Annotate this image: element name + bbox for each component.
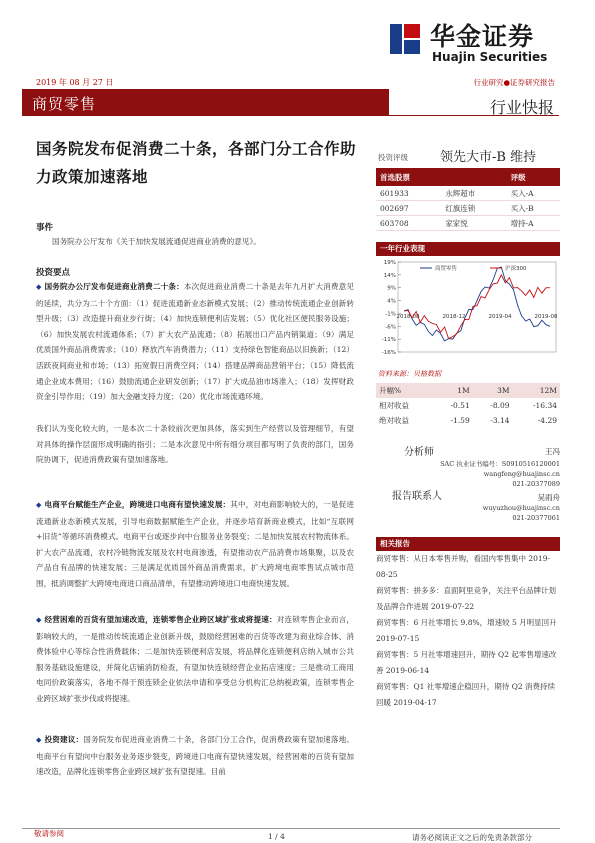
point-lead: 电商平台赋能生产企业，跨境进口电商有望快速发展：	[44, 500, 231, 509]
point-text: 国务院发布促进商业消费二十条，各部门分工合作，促消费政策有望加速落地。电商平台有望向中台服务业务逐步裂变，跨境进口电商有望快速发展，经营困难的百货有望加速改造，品牌化连锁零售企业跨区域扩张有望提速。目前	[36, 735, 354, 777]
point-text: 其中，对电商影响较大的，一是促进流通新业态新模式发展，引导电商数据赋能生产企业，并逐步培育新商业模式，比如“互联网+旧货”等循环消费模式。电商平台或逐步向中台服务业务裂变；二是加快发展农村物流体系。扩大农产品流通，农村冷链物流发展及农村电商渗透，有望推动农产品消费市场集聚，以及农产品自有品牌的快速发展；三是满足优质国外商品消费需求，扩大跨境电商零售试点城市范围，抵消调整扩大跨境电商进口商品清单，有望推动跨境进口电商快速发展。	[36, 500, 354, 588]
table-row	[376, 186, 560, 201]
legend-label: 沪深300	[505, 266, 527, 272]
y-tick-label: -6%	[385, 324, 396, 331]
company-logo-icon	[388, 22, 422, 56]
investment-point-5	[36, 732, 354, 780]
rating-label: 投资评级	[378, 153, 408, 162]
report-type: 行业快报	[490, 98, 555, 117]
logo-chinese-name: 华金证券	[430, 22, 535, 51]
chart-source: 资料来源：贝格数据	[378, 370, 441, 378]
bullet-icon: ◆	[36, 736, 42, 744]
table-header-cell: 1M	[433, 383, 473, 398]
stock-name: 红旗连锁	[441, 201, 506, 216]
stock-rating: 买入-B	[507, 201, 560, 216]
performance-chart-svg	[376, 260, 560, 365]
related-report-item[interactable]: 商贸零售：6 月社零增长 9.8%，增速较 5 月明显回升 2019-07-15	[376, 618, 557, 643]
stock-name: 家家悦	[441, 216, 506, 231]
performance-chart	[376, 260, 560, 365]
footer-left-label: 敬请参阅	[34, 829, 64, 838]
table-header-row	[376, 168, 560, 186]
investment-point-4	[36, 612, 354, 707]
contact-role: 报告联系人	[392, 491, 442, 502]
point-text: 本次促进商业消费二十条是去年九月扩大消费意见的延续，共分为二十个方面：（1）促进流通新业态新模式发展；（2）推动传统流通企业创新转型升级；（3）改造提升商业步行街；（4）加快连锁便利店发展；（5）优化社区便民服务设施；（6）加快发展农村流通体系；（7）扩大农产品流通；（8）拓展出口产品内销渠道；（9）满足优质国外商品消费需求；（10）释放汽车消费潜力；（11）支持绿色智能商品以旧换新；（12）活跃夜间商业和市场；（13）拓宽假日消费空间；（14）搭建品牌商品营销平台；（15）降低流通企业成本费用；（16）鼓励流通企业研发创新；（17）扩大成品油市场准入；（18）发挥财政资金引导作用；（19）加大金融支持力度；（20）优化市场流通环境。	[36, 282, 354, 402]
y-tick-label: -1%	[385, 311, 396, 318]
x-tick-label: 2019-04	[488, 313, 512, 320]
point-text: 我们认为变化较大的，一是本次二十条较前次更加具体，落实到生产经营以及管理细节，有望对具体的操作层面形成明确的指引；二是本次意见中所有细分项目都写明了负责的部门，国务院协调下，促进消费政策有望加速落地。	[36, 424, 354, 465]
table-cell: -0.51	[450, 401, 470, 410]
stock-code: 002697	[376, 201, 441, 216]
table-row	[376, 201, 560, 216]
table-header-row	[376, 383, 560, 398]
table-header-cell: 评级	[507, 168, 560, 186]
related-report-item[interactable]: 商贸零售：Q1 社零增速企稳回升，期待 Q2 消费持续回暖 2019-04-17	[376, 682, 555, 707]
table-row	[376, 216, 560, 231]
analyst-phone: 021-20377089	[512, 480, 560, 488]
footer-disclaimer: 请务必阅读正文之后的免责条款部分	[412, 833, 532, 842]
y-tick-label: 4%	[387, 298, 396, 305]
x-tick-label: 2018-12	[442, 313, 466, 320]
page-number: 1 / 4	[268, 832, 285, 841]
investment-point-1	[36, 279, 354, 405]
contact-email: wuyuzhou@huajinsc.cn	[482, 504, 560, 512]
stock-name: 永辉超市	[441, 186, 506, 201]
contact-phone: 021-20377061	[512, 514, 560, 522]
contact-name: 吴雨舟	[537, 493, 560, 502]
y-tick-label: 14%	[383, 272, 396, 279]
table-header-cell: 升幅%	[376, 383, 433, 398]
x-tick-label: 2018-08	[396, 313, 420, 320]
table-header-cell: 首选股票	[376, 168, 441, 186]
event-text: 国务院办公厅发布《关于加快发展流通促进商业消费的意见》。	[52, 237, 261, 246]
report-date: 2019 年 08 月 27 日	[36, 78, 114, 87]
stock-rating: 买入-A	[507, 186, 560, 201]
table-header-cell	[441, 168, 506, 186]
y-tick-label: -11%	[381, 337, 396, 344]
bullet-icon: ◆	[36, 616, 42, 624]
report-tag: 行业研究●证券研究报告	[473, 78, 555, 87]
stock-code: 603708	[376, 216, 441, 231]
table-cell: 相对收益	[379, 401, 409, 410]
table-cell: -8.09	[490, 401, 510, 410]
investment-point-3	[36, 497, 354, 592]
table-header-cell: 12M	[513, 383, 560, 398]
performance-table	[376, 383, 560, 428]
legend-label: 商贸零售	[435, 266, 458, 272]
analyst-contact	[440, 459, 560, 489]
rating-value: 领先大市-B 维持	[440, 150, 537, 165]
point-text: 对连锁零售企业而言，影响较大的，一是推动传统流通企业创新升级，鼓励经营困难的百货等改建为商业综合体、消费体验中心等综合性消费载体；二是加快连锁便利店发展，将品牌化连锁便利店纳入城市公共服务基础设施建设，并简化店铺消防检查，有望加快连锁经营企业拓店速度；三是推动工商用电同价政策落实，各地不得干预连锁企业依法申请和享受总分机构汇总纳税政策，连锁零售企业跨区域扩张步伐或将提速。	[36, 615, 355, 703]
investment-heading: 投资要点	[36, 268, 71, 278]
y-tick-label: 19%	[383, 260, 396, 266]
logo-english-name: Huajin Securities	[432, 50, 548, 64]
table-cell: -4.29	[537, 416, 557, 425]
point-lead: 国务院办公厅发布促进商业消费二十条：	[44, 282, 184, 291]
performance-heading: 一年行业表现	[380, 244, 425, 253]
investment-point-2	[36, 421, 354, 468]
performance-heading-bar	[376, 242, 560, 256]
bullet-icon: ◆	[36, 501, 42, 509]
related-heading-bar	[376, 537, 560, 551]
analyst-cert: SAC 执业证书编号：S0910516120001	[440, 460, 560, 468]
point-lead: 投资建议：	[44, 735, 84, 744]
stock-rating: 增持-A	[507, 216, 560, 231]
y-tick-label: 9%	[387, 285, 396, 292]
y-tick-label: -16%	[381, 350, 396, 356]
sector-banner	[22, 89, 389, 116]
table-cell: -1.59	[450, 416, 470, 425]
table-cell: 绝对收益	[379, 416, 409, 425]
analyst-role: 分析师	[404, 447, 434, 458]
table-row	[376, 413, 560, 428]
point-lead: 经营困难的百货有望加速改造，连锁零售企业跨区域扩张或将提速：	[44, 615, 277, 624]
contact-info	[483, 503, 560, 523]
related-report-item[interactable]: 商贸零售：从日本零售并购，看国内零售集中 2019-08-25	[376, 554, 551, 579]
footer-divider	[22, 828, 560, 829]
x-tick-label: 2019-08	[534, 313, 558, 320]
table-header-cell: 3M	[473, 383, 513, 398]
analyst-name: 王冯	[545, 447, 560, 456]
table-cell: -16.34	[532, 401, 557, 410]
preferred-stocks-table	[376, 168, 560, 231]
related-report-item[interactable]: 商贸零售：5 月社零增速回升，期待 Q2 起零售增速改善 2019-06-14	[376, 650, 557, 675]
related-heading: 相关报告	[380, 539, 410, 548]
event-heading: 事件	[36, 223, 54, 233]
table-cell: -3.14	[490, 416, 510, 425]
bullet-icon: ◆	[36, 283, 42, 291]
stock-code: 601933	[376, 186, 441, 201]
analyst-email: wangfeng@huajinsc.cn	[483, 470, 560, 478]
related-report-item[interactable]: 商贸零售：拼多多：直面阿里竞争，关注平台品牌计划及品牌合作进展 2019-07-22	[376, 586, 556, 611]
table-row	[376, 398, 560, 413]
related-reports-list	[376, 551, 560, 711]
sector-name: 商贸零售	[32, 95, 97, 113]
report-title: 国务院发布促消费二十条，各部门分工合作助力政策加速落地	[36, 139, 357, 186]
